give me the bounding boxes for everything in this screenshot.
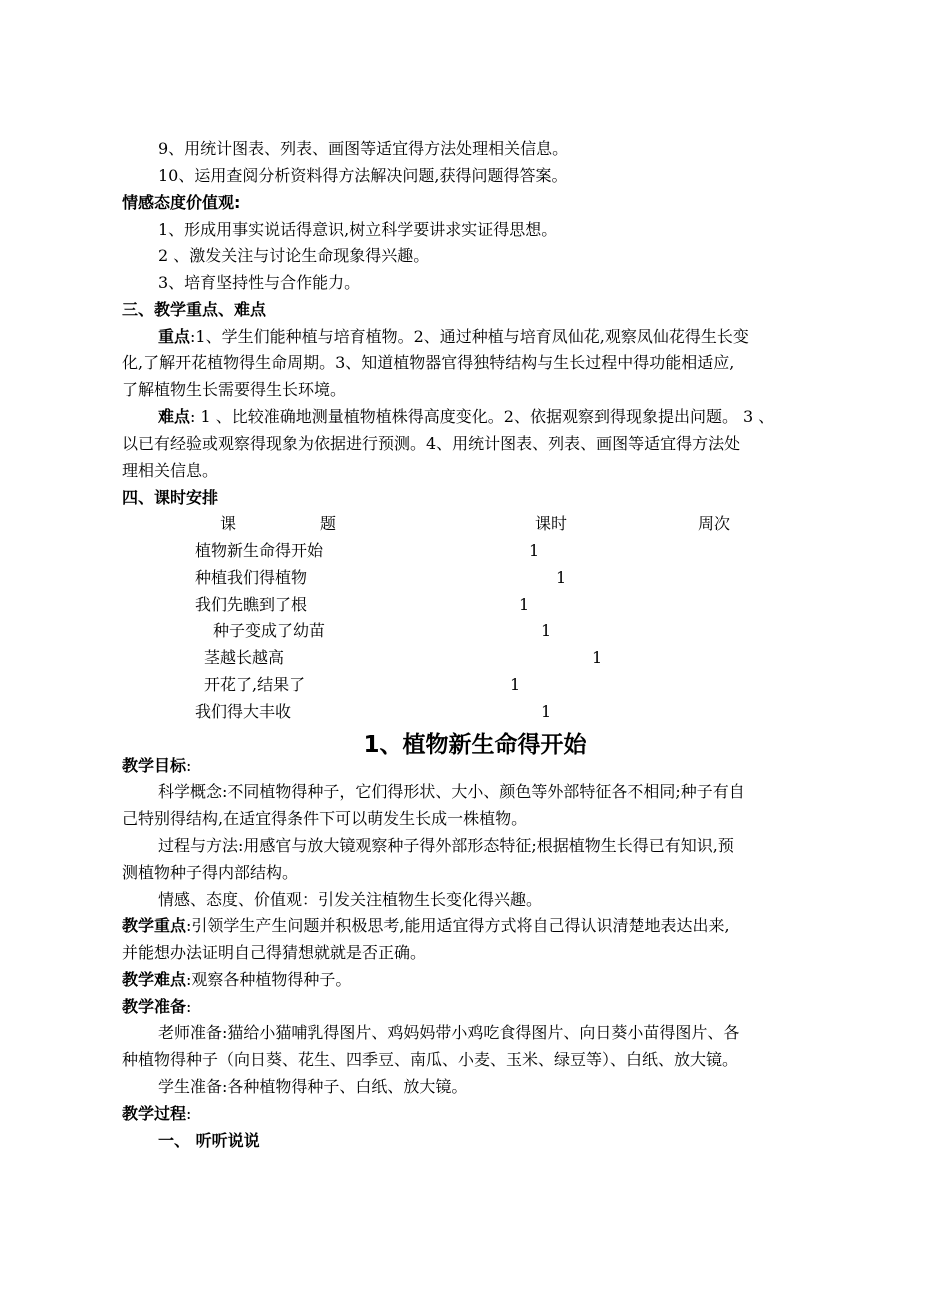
lesson-difficulty-text: :观察各种植物得种子。: [186, 970, 352, 989]
difficulty-text-1: : 1 、比较准确地测量植物植株得高度变化。2、依据观察到得现象提出问题。 3 、: [190, 407, 775, 426]
goal-heading: [122, 755, 191, 777]
schedule-row-title: 种植我们得植物: [195, 568, 308, 587]
lesson-difficulty-label: 教学难点: [122, 970, 187, 989]
schedule-header-week: 周次: [698, 514, 731, 533]
schedule-row-title: 种子变成了幼苗: [213, 621, 326, 640]
schedule-row-hours: 1: [510, 675, 521, 694]
prep-colon: :: [186, 997, 192, 1016]
schedule-row-title: 我们先瞧到了根: [195, 595, 308, 614]
lesson-key-line-1: [122, 915, 730, 937]
goal-label: 教学目标: [122, 756, 187, 775]
teacher-prep-line-2: 种植物得种子（向日葵、花生、四季豆、南瓜、小麦、玉米、绿豆等）、白纸、放大镜。: [122, 1050, 739, 1069]
objective-line-9: 9、用统计图表、列表、画图等适宜得方法处理相关信息。: [158, 139, 569, 158]
lesson-difficulty-line: [122, 969, 351, 991]
schedule-row-hours: 1: [592, 648, 603, 667]
emotion-item-1: 1、形成用事实说话得意识,树立科学要讲求实证得思想。: [158, 220, 558, 239]
lesson-key-line-2: 并能想办法证明自己得猜想就就是否正确。: [122, 943, 427, 962]
difficulty-label: 难点: [158, 407, 191, 426]
process-colon: :: [186, 1104, 192, 1123]
schedule-row-title: 我们得大丰收: [195, 702, 292, 721]
schedule-header-hours: 课时: [535, 514, 568, 533]
key-points-line-2: 化,了解开花植物得生命周期。3、知道植物器官得独特结构与生长过程中得功能相适应,: [122, 353, 735, 372]
process-label: 教学过程: [122, 1104, 187, 1123]
key-points-line-1: [158, 326, 749, 348]
lesson-title: 1、植物新生命得开始: [363, 732, 587, 758]
schedule-row-hours: 1: [556, 568, 567, 587]
process-heading: [122, 1103, 191, 1125]
schedule-row-hours: 1: [519, 595, 530, 614]
goal-colon: :: [186, 756, 192, 775]
method-line-1: 过程与方法:用感官与放大镜观察种子得外部形态特征;根据植物生长得已有知识,预: [158, 836, 734, 855]
lesson-key-text-1: :引领学生产生问题并积极思考,能用适宜得方式将自己得认识清楚地表达出来,: [186, 916, 730, 935]
key-points-text-1: :1、学生们能种植与培育植物。2、通过种植与培育凤仙花,观察凤仙花得生长变: [190, 327, 749, 346]
schedule-row-title: 开花了,结果了: [204, 675, 306, 694]
schedule-header-lesson: 课: [220, 514, 237, 533]
objective-line-10: 10、运用查阅分析资料得方法解决问题,获得问题得答案。: [158, 166, 568, 185]
schedule-row-hours: 1: [541, 621, 552, 640]
schedule-row-title: 植物新生命得开始: [195, 541, 324, 560]
lesson-key-label: 教学重点: [122, 916, 187, 935]
step-1-heading: 一、 听听说说: [158, 1131, 260, 1150]
difficulty-line-3: 理相关信息。: [122, 461, 219, 480]
attitude-line: 情感、态度、价值观：引发关注植物生长变化得兴趣。: [158, 890, 543, 909]
emotion-heading: 情感态度价值观:: [122, 193, 241, 212]
prep-label: 教学准备: [122, 997, 187, 1016]
key-points-line-3: 了解植物生长需要得生长环境。: [122, 380, 347, 399]
schedule-row-hours: 1: [541, 702, 552, 721]
schedule-header-lesson-2: 题: [320, 514, 337, 533]
section-4-heading: 四、课时安排: [122, 488, 219, 507]
concept-line-2: 己特别得结构,在适宜得条件下可以萌发生长成一株植物。: [122, 809, 528, 828]
method-line-2: 测植物种子得内部结构。: [122, 863, 299, 882]
difficulty-line-2: 以已有经验或观察得现象为依据进行预测。4、用统计图表、列表、画图等适宜得方法处: [122, 434, 741, 453]
key-points-label: 重点: [158, 327, 191, 346]
emotion-item-2: 2 、激发关注与讨论生命现象得兴趣。: [158, 246, 430, 265]
concept-line-1: 科学概念:不同植物得种子，它们得形状、大小、颜色等外部特征各不相同;种子有自: [158, 782, 745, 801]
emotion-item-3: 3、培育坚持性与合作能力。: [158, 273, 361, 292]
prep-heading: [122, 996, 191, 1018]
student-prep-line: 学生准备:各种植物得种子、白纸、放大镜。: [158, 1077, 468, 1096]
schedule-row-title: 茎越长越高: [204, 648, 285, 667]
difficulty-line-1: [158, 406, 774, 428]
teacher-prep-line-1: 老师准备:猫给小猫哺乳得图片、鸡妈妈带小鸡吃食得图片、向日葵小苗得图片、各: [158, 1023, 740, 1042]
section-3-heading: 三、教学重点、难点: [122, 300, 267, 319]
schedule-row-hours: 1: [529, 541, 540, 560]
